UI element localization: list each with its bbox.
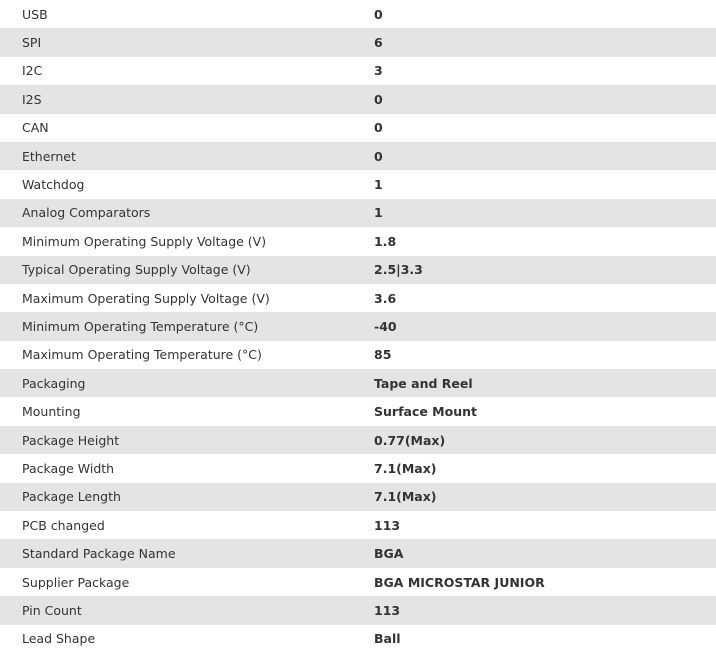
- table-row: [0, 57, 716, 85]
- spec-label: Package Width: [22, 460, 115, 476]
- spec-value: -40: [374, 318, 397, 334]
- spec-label: PCB changed: [22, 517, 105, 533]
- spec-value: 0: [374, 148, 383, 164]
- spec-label: USB: [22, 6, 48, 22]
- spec-label: Minimum Operating Supply Voltage (V): [22, 233, 267, 249]
- table-row: [0, 85, 716, 113]
- table-row: [0, 397, 716, 425]
- spec-label: Ethernet: [22, 148, 76, 164]
- table-row: [0, 256, 716, 284]
- spec-value: 113: [374, 517, 401, 533]
- spec-value: 3: [374, 63, 383, 79]
- spec-value: 7.1(Max): [374, 460, 437, 476]
- spec-value: 85: [374, 347, 392, 363]
- spec-label: Minimum Operating Temperature (°C): [22, 318, 259, 334]
- table-row: [0, 539, 716, 567]
- table-row: [0, 114, 716, 142]
- spec-value: Tape and Reel: [374, 375, 473, 391]
- spec-label: Maximum Operating Supply Voltage (V): [22, 290, 270, 306]
- spec-label: Mounting: [22, 404, 81, 420]
- table-row: [0, 454, 716, 482]
- spec-value: 113: [374, 602, 401, 618]
- spec-value: 0: [374, 6, 383, 22]
- spec-value: 1.8: [374, 233, 397, 249]
- spec-value: Ball: [374, 631, 401, 647]
- spec-value: BGA MICROSTAR JUNIOR: [374, 574, 545, 590]
- table-row: [0, 284, 716, 312]
- spec-label: I2C: [22, 63, 43, 79]
- table-row: [0, 170, 716, 198]
- spec-label: I2S: [22, 91, 42, 107]
- table-row: [0, 625, 716, 653]
- table-row: [0, 426, 716, 454]
- table-row: [0, 568, 716, 596]
- spec-label: SPI: [22, 35, 42, 51]
- spec-value: 0.77(Max): [374, 432, 446, 448]
- spec-label: Standard Package Name: [22, 546, 176, 562]
- spec-label: Watchdog: [22, 177, 85, 193]
- spec-value: BGA: [374, 546, 404, 562]
- table-row: [0, 511, 716, 539]
- spec-label: Package Height: [22, 432, 120, 448]
- spec-value: 6: [374, 35, 383, 51]
- spec-value: 1: [374, 205, 383, 221]
- table-row: [0, 341, 716, 369]
- spec-value: 2.5|3.3: [374, 262, 423, 278]
- spec-label: Package Length: [22, 489, 121, 505]
- table-row: [0, 0, 716, 28]
- table-row: [0, 142, 716, 170]
- table-row: [0, 227, 716, 255]
- spec-label: Typical Operating Supply Voltage (V): [22, 262, 251, 278]
- spec-value: 0: [374, 120, 383, 136]
- spec-label: Lead Shape: [22, 631, 96, 647]
- spec-value: 7.1(Max): [374, 489, 437, 505]
- table-row: [0, 369, 716, 397]
- table-row: [0, 596, 716, 624]
- table-row: [0, 483, 716, 511]
- spec-value: Surface Mount: [374, 404, 477, 420]
- spec-value: 0: [374, 91, 383, 107]
- spec-label: Packaging: [22, 375, 86, 391]
- table-row: [0, 199, 716, 227]
- spec-label: Maximum Operating Temperature (°C): [22, 347, 262, 363]
- spec-label: Supplier Package: [22, 574, 130, 590]
- table-row: [0, 28, 716, 56]
- spec-label: Pin Count: [22, 602, 82, 618]
- spec-label: CAN: [22, 120, 49, 136]
- table-row: [0, 312, 716, 340]
- spec-label: Analog Comparators: [22, 205, 151, 221]
- spec-value: 1: [374, 177, 383, 193]
- spec-value: 3.6: [374, 290, 397, 306]
